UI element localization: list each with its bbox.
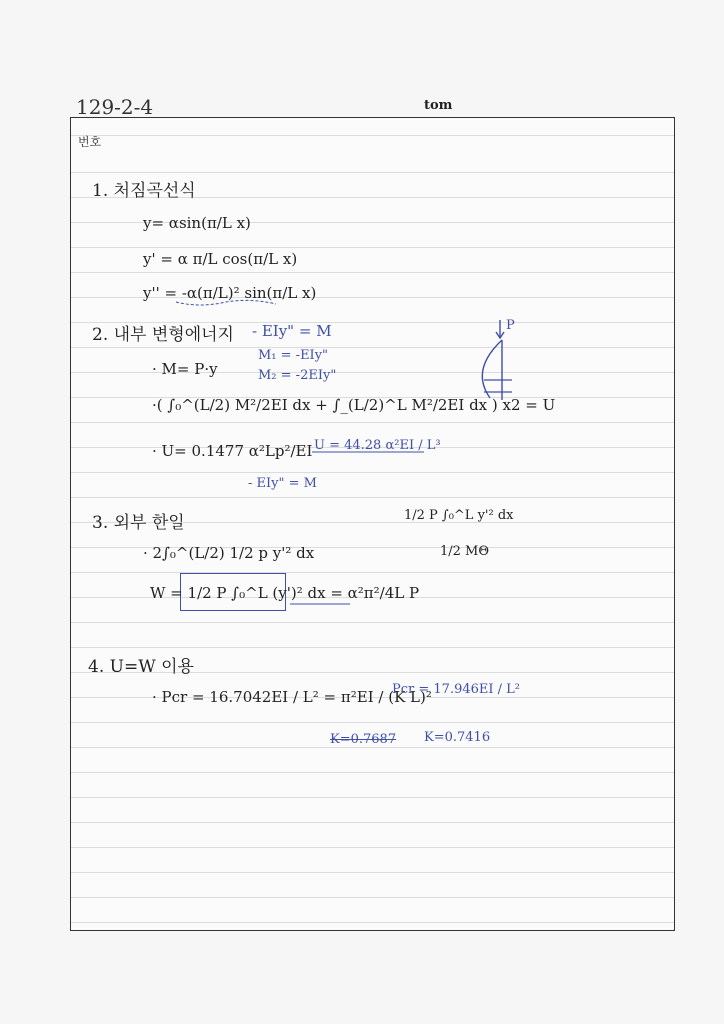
problem-id: 129-2-4 xyxy=(76,95,154,119)
deflection-eq: y= αsin(π/L x) xyxy=(143,214,251,232)
moment-eq: · M= P·y xyxy=(152,360,218,378)
section-2-title: 2. 내부 변형에너지 xyxy=(92,325,234,345)
strain-energy-result: · U= 0.1477 α²Lp²/EI xyxy=(152,442,313,460)
strain-energy-note: U = 44.28 α²EI / L³ xyxy=(314,438,441,453)
external-work-integral: · 2∫₀^(L/2) 1/2 p y'² dx xyxy=(143,544,315,562)
crossed-k-value: K=0.7687 xyxy=(330,732,397,747)
external-work-note: 1/2 P ∫₀^L y'² dx xyxy=(404,508,514,523)
student-name: tom xyxy=(424,98,453,113)
section-4-title: 4. U=W 이용 xyxy=(88,657,194,677)
number-label: 번호 xyxy=(78,135,102,149)
moment-relation-note-2: - EIy" = M xyxy=(248,476,317,491)
moment-1-note: M₁ = -EIy" xyxy=(258,348,329,363)
curvature-eq: y'' = -α(π/L)² sin(π/L x) xyxy=(143,284,317,302)
section-1-title: 1. 처짐곡선식 xyxy=(92,181,196,201)
strain-energy-integral: ·( ∫₀^(L/2) M²/2EI dx + ∫_(L/2)^L M²/2EI dx ) x2 = U xyxy=(152,396,556,414)
moment-2-note: M₂ = -2EIy" xyxy=(258,368,337,383)
critical-load-note: Pcr = 17.946EI / L² xyxy=(392,682,521,697)
moment-relation-note: - EIy" = M xyxy=(252,322,332,340)
section-3-title: 3. 외부 한일 xyxy=(92,513,185,533)
moment-work-note: 1/2 MΘ xyxy=(440,544,490,559)
load-label: P xyxy=(506,318,515,333)
critical-load-eq: · Pcr = 16.7042EI / L² = π²EI / (K L)² xyxy=(152,688,432,706)
slope-eq: y' = α π/L cos(π/L x) xyxy=(143,250,298,268)
external-work-result: W = 1/2 P ∫₀^L (y')² dx = α²π²/4L P xyxy=(150,584,420,602)
k-value: K=0.7416 xyxy=(424,730,491,745)
